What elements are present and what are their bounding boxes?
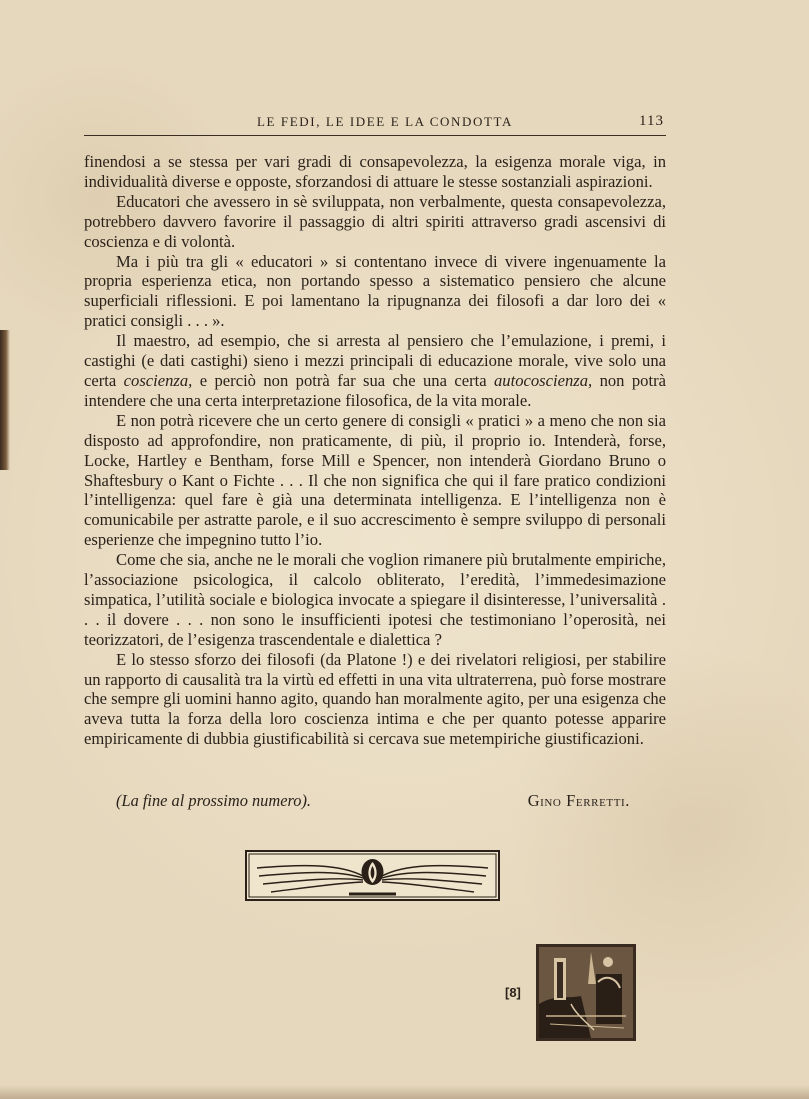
paragraph-7: E lo stesso sforzo dei filosofi (da Platone !) e dei rivelatori religiosi, per stabilire un rapporto di causalità tra la virtù ed effetti in una vita ultraterrena, può forse mostrare che sempre gli uomini hanno agito, quando han moralmente agito, per una esigenza che aveva tutta la forza della loro coscienza intima e che per quanto potesse apparire empiricamente di dubbia giustificabilità si cercava sue metempiriche giustificazioni. bbox=[84, 649, 666, 749]
paragraph-1: finendosi a se stessa per vari gradi di consapevolezza, la esigenza morale viga, in individualità diverse e opposte, sforzandosi di attuare le stesse sostanziali aspirazioni. bbox=[84, 152, 666, 191]
paragraph-2: Educatori che avessero in sè sviluppata, non verbalmente, questa consapevolezza, potrebbero davvero favorire il passaggio di altri spiriti attraverso gradi ascensivi di coscienza e di volontà. bbox=[84, 191, 666, 251]
italic-coscienza: coscienza, bbox=[123, 370, 193, 390]
paragraph-4-text-c: e perciò non potrà far sua che una certa bbox=[192, 370, 494, 390]
continuation-note: (La fine al prossimo numero). bbox=[116, 791, 312, 810]
paragraph-3: Ma i più tra gli « educatori » si contentano invece di vivere ingenuamente la propria esperienza etica, non portando spesso a sistematico pensiero che alcune superficiali riflessioni. E poi lamentano la ripugnanza dei filosofi a dar loro dei « pratici consigli . . . ». bbox=[84, 251, 666, 331]
page-header bbox=[84, 114, 664, 134]
paragraph-5: E non potrà ricevere che un certo genere di consigli « pratici » a meno che non sia disposto ad approfondire, non praticamente, di più, il proprio io. Intenderà, forse, Locke, Hartley e Bentham, forse Mill e Spencer, non intenderà Giordano Bruno o Shaftesbury o Kant o Fichte . . . Il che non significa che qui il fare pratico condizioni l’intelligenza: quel fare è già una determinata intelligenza. E l’intelligenza non è comunicabile per astratte parole, e il suo accrescimento è sempre sviluppo di personali esperienze che impegnino tutto l’io. bbox=[84, 410, 666, 550]
italic-autocoscienza: autocoscienza, bbox=[494, 370, 593, 390]
article-body bbox=[84, 152, 666, 749]
page-bottom-edge bbox=[0, 1085, 809, 1099]
paragraph-4 bbox=[84, 331, 666, 411]
page-number: 113 bbox=[639, 113, 664, 129]
paragraph-4-text-e: non potrà intendere che una certa interpretazione filosofica, de la vita morale. bbox=[84, 370, 666, 410]
header-rule bbox=[84, 135, 666, 136]
closing-line bbox=[116, 791, 630, 811]
folio-mark: [8] bbox=[505, 985, 521, 1000]
page-binding-shadow bbox=[0, 330, 10, 470]
paragraph-6: Come che sia, anche ne le morali che voglion rimanere più brutalmente empiriche, l’associazione psicologica, il calcolo obliterato, l’eredità, l’immedesimazione simpatica, l’utilità sociale e biologica invocate a spiegare il disinteresse, l’universalità . . . il dovere . . . non sono le insufficienti ipotesi che testimoniano l’operosità, nei teorizzatori, de l’esigenza trascendentale e dialettica ? bbox=[84, 550, 666, 649]
woodcut-vignette bbox=[536, 944, 636, 1041]
paragraph-4-text-a: Il maestro, ad esempio, che si arresta al pensiero che l’emulazione, i premi, i castighi (e dati castighi) sieno i mezzi principali di educazione morale, vive solo una certa bbox=[84, 331, 666, 390]
author-signature: Gino Ferretti. bbox=[527, 791, 630, 810]
running-title: LE FEDI, LE IDEE E LA CONDOTTA bbox=[257, 114, 514, 129]
winged-ornament-tailpiece bbox=[245, 850, 500, 901]
